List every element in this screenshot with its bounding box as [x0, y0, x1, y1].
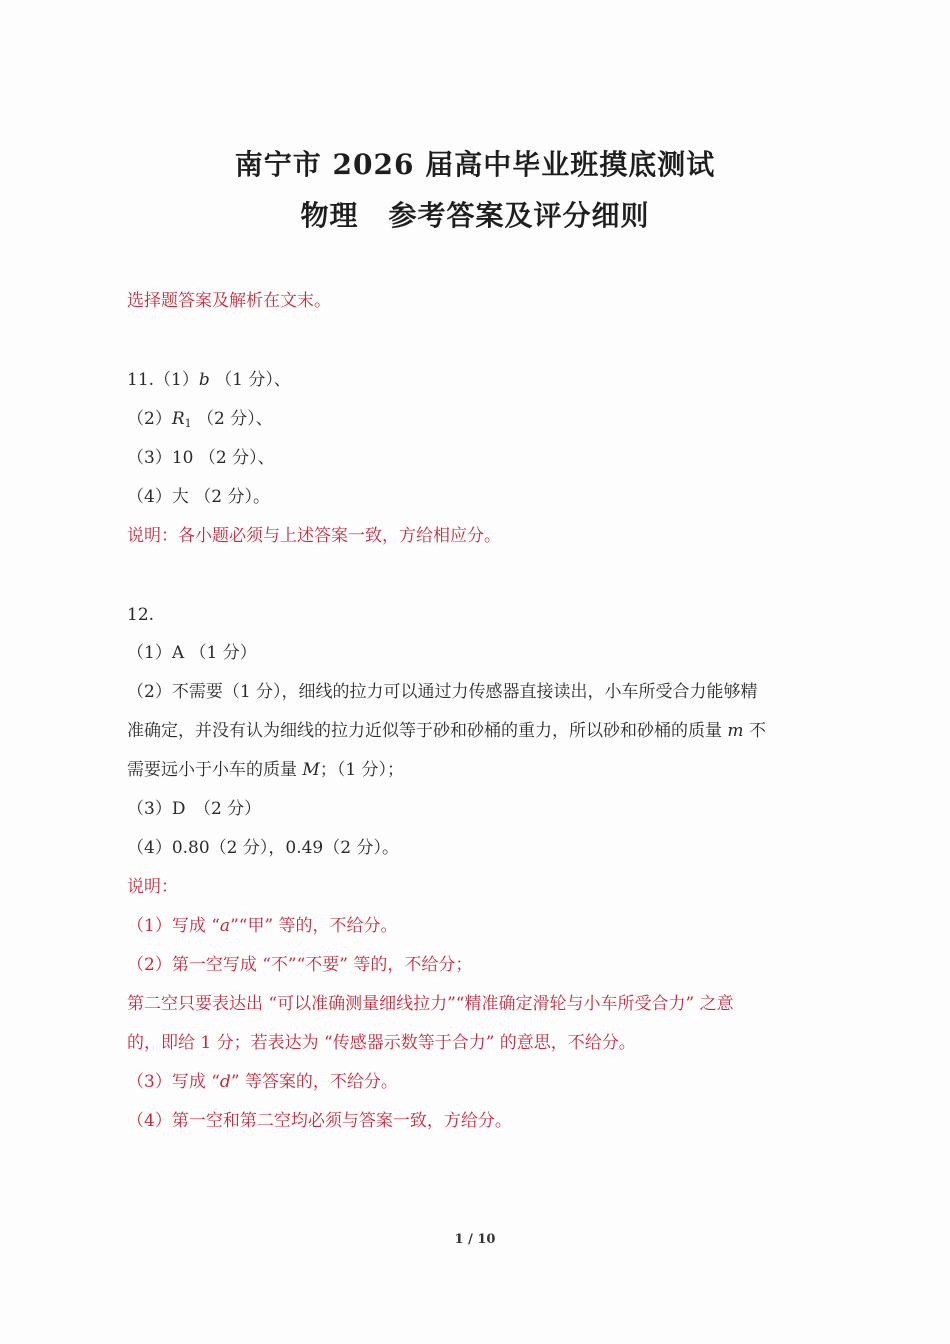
q11-answer-2: $(2)R_1$ （2 分）、: [127, 409, 273, 430]
q12-note-3: （3）写成 “d” 等答案的，不给分。: [127, 1072, 398, 1092]
intro-note: 选择题答案及解析在文末。: [127, 291, 331, 311]
q12-note-1: （1）写成 “a”“甲” 等的，不给分。: [127, 916, 398, 936]
q12-answer-2-line3: 需要远小于小车的质量 M；（1 分）；: [127, 760, 405, 780]
q12-note-2: （2）第一空写成 “不”“不要” 等的，不给分；: [127, 955, 473, 975]
q12-answer-3: （3）D （2 分）: [127, 799, 262, 819]
q11-note: 说明：各小题必须与上述答案一致，方给相应分。: [127, 526, 501, 546]
q12-number: 12.: [127, 605, 155, 625]
subject-label: 物理: [300, 199, 359, 232]
q12-answer-1: （1）A （1 分）: [127, 643, 257, 663]
q12-note-2-cont2: 的，即给 1 分；若表达为 “传感器示数等于合力” 的意思，不给分。: [127, 1033, 636, 1053]
page-number: 1 / 10: [454, 1232, 496, 1247]
q12-note-2-cont1: 第二空只要表达出 “可以准确测量细线拉力”“精准确定滑轮与小车所受合力” 之意: [127, 994, 734, 1014]
page-title: [0, 143, 950, 183]
q12-answer-4: （4）0.80（2 分），0.49（2 分）。: [127, 838, 399, 858]
q11-answer-4: （4）大 （2 分）。: [127, 487, 270, 507]
q11-answer-3: （3）10 （2 分）、: [127, 448, 275, 468]
q12-note-4: （4）第一空和第二空均必须与答案一致，方给分。: [127, 1111, 512, 1131]
q12-answer-2-line1: （2）不需要（1 分），细线的拉力可以通过力传感器直接读出，小车所受合力能够精: [127, 682, 758, 702]
subtitle-text: 参考答案及评分细则: [388, 199, 650, 232]
title-line1: 南宁市 2026 届高中毕业班摸底测试: [234, 148, 716, 181]
q12-note-title: 说明：: [127, 877, 178, 897]
q12-answer-2-line2: 准确定，并没有认为细线的拉力近似等于砂和砂桶的重力，所以砂和砂桶的质量 m 不: [127, 721, 766, 741]
page-subtitle: [0, 194, 950, 234]
q11-answer-1: 11.（1）b （1 分）、: [127, 370, 291, 390]
